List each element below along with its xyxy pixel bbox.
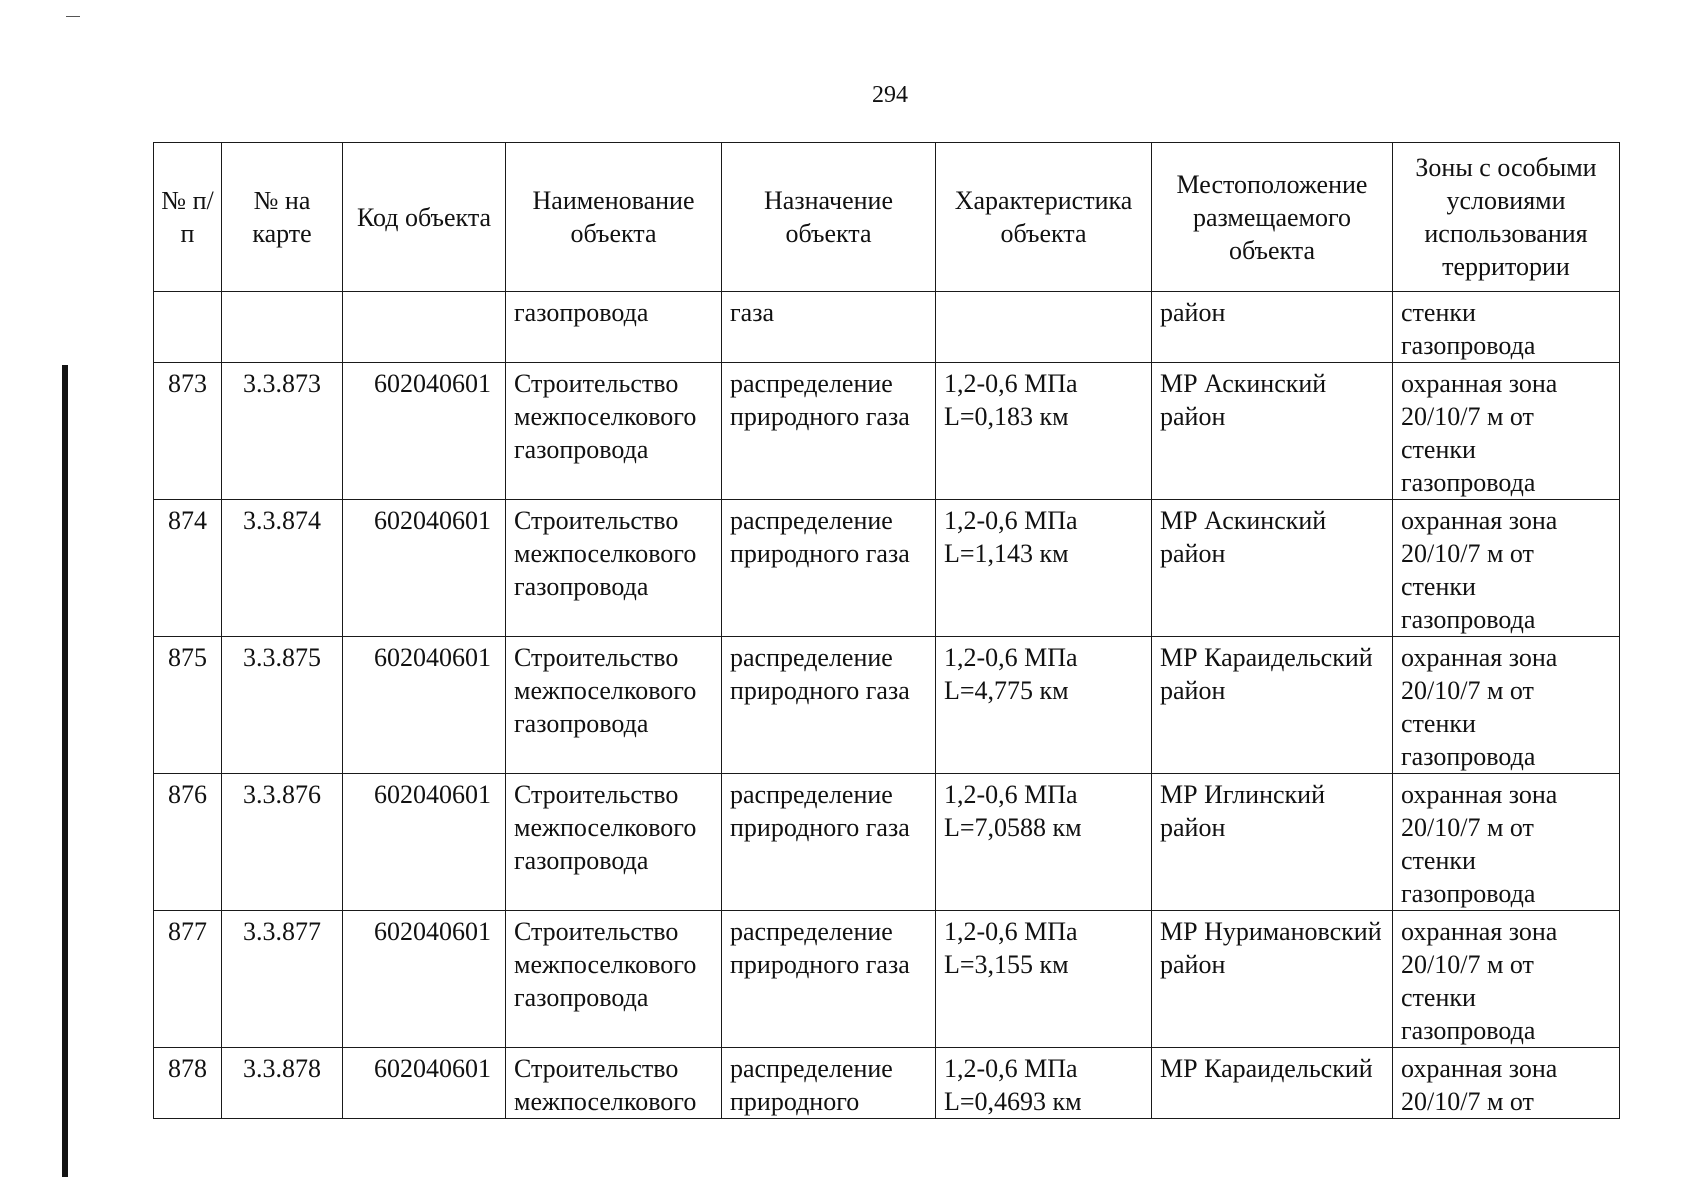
cell-location: МР Караидельский xyxy=(1152,1048,1393,1119)
cell-code xyxy=(343,292,506,363)
cell-map xyxy=(222,292,343,363)
cell-location: МР Аскинский район xyxy=(1152,500,1393,637)
header-cell: № на карте xyxy=(222,143,343,292)
header-cell: Характеристика объекта xyxy=(936,143,1152,292)
cell-code: 602040601 xyxy=(343,911,506,1048)
objects-table xyxy=(153,142,1620,1119)
cell-name: Строительство межпоселкового газопровода xyxy=(506,363,722,500)
cell-zone: охранная зона 20/10/7 м от стенки газопровода xyxy=(1393,363,1620,500)
length-text: L=4,775 км xyxy=(944,676,1069,705)
cell-map: 3.3.875 xyxy=(222,637,343,774)
header-cell: Зоны с особыми условиями использования территории xyxy=(1393,143,1620,292)
cell-zone: охранная зона 20/10/7 м от стенки газопровода xyxy=(1393,637,1620,774)
cell-purpose: распределение природного газа xyxy=(722,911,936,1048)
table-row xyxy=(154,911,1620,1048)
cell-characteristic xyxy=(936,774,1152,911)
cell-characteristic xyxy=(936,363,1152,500)
length-text: L=1,143 км xyxy=(944,539,1069,568)
cell-name: газопровода xyxy=(506,292,722,363)
scan-mark xyxy=(66,16,80,17)
header-cell: Код объекта xyxy=(343,143,506,292)
table-row-continuation xyxy=(154,292,1620,363)
header-cell: № п/п xyxy=(154,143,222,292)
length-text: L=3,155 км xyxy=(944,950,1069,979)
cell-location: район xyxy=(1152,292,1393,363)
cell-purpose: распределение природного газа xyxy=(722,500,936,637)
cell-characteristic xyxy=(936,637,1152,774)
cell-map: 3.3.876 xyxy=(222,774,343,911)
cell-num: 877 xyxy=(154,911,222,1048)
cell-name: Строительство межпоселкового газопровода xyxy=(506,637,722,774)
cell-code: 602040601 xyxy=(343,637,506,774)
table-row xyxy=(154,500,1620,637)
table-row xyxy=(154,363,1620,500)
cell-num xyxy=(154,292,222,363)
cell-location: МР Иглинский район xyxy=(1152,774,1393,911)
cell-zone: охранная зона 20/10/7 м от стенки газопровода xyxy=(1393,500,1620,637)
cell-characteristic xyxy=(936,500,1152,637)
length-text: L=0,4693 км xyxy=(944,1087,1082,1116)
pressure-text: 1,2-0,6 МПа xyxy=(944,369,1078,398)
cell-characteristic xyxy=(936,292,1152,363)
cell-purpose: распределение природного газа xyxy=(722,363,936,500)
cell-zone: охранная зона 20/10/7 м от стенки газопровода xyxy=(1393,774,1620,911)
pressure-text: 1,2-0,6 МПа xyxy=(944,917,1078,946)
cell-map: 3.3.874 xyxy=(222,500,343,637)
cell-zone: охранная зона 20/10/7 м от xyxy=(1393,1048,1620,1119)
cell-num: 876 xyxy=(154,774,222,911)
cell-location: МР Аскинский район xyxy=(1152,363,1393,500)
cell-num: 878 xyxy=(154,1048,222,1119)
cell-zone: охранная зона 20/10/7 м от стенки газопровода xyxy=(1393,911,1620,1048)
cell-name: Строительство межпоселкового газопровода xyxy=(506,774,722,911)
page-number: 294 xyxy=(872,82,908,108)
length-text: L=0,183 км xyxy=(944,402,1069,431)
cell-num: 875 xyxy=(154,637,222,774)
cell-name: Строительство межпоселкового газопровода xyxy=(506,500,722,637)
cell-num: 873 xyxy=(154,363,222,500)
cell-code: 602040601 xyxy=(343,774,506,911)
cell-purpose: распределение природного газа xyxy=(722,637,936,774)
cell-purpose: газа xyxy=(722,292,936,363)
pressure-text: 1,2-0,6 МПа xyxy=(944,506,1078,535)
table-row xyxy=(154,637,1620,774)
table-header-row xyxy=(154,143,1620,292)
pressure-text: 1,2-0,6 МПа xyxy=(944,780,1078,809)
cell-code: 602040601 xyxy=(343,1048,506,1119)
table-row xyxy=(154,774,1620,911)
cell-code: 602040601 xyxy=(343,500,506,637)
binding-edge-line xyxy=(62,365,68,1177)
cell-map: 3.3.877 xyxy=(222,911,343,1048)
cell-characteristic xyxy=(936,911,1152,1048)
pressure-text: 1,2-0,6 МПа xyxy=(944,643,1078,672)
cell-purpose: распределение природного xyxy=(722,1048,936,1119)
pressure-text: 1,2-0,6 МПа xyxy=(944,1054,1078,1083)
header-cell: Наименование объекта xyxy=(506,143,722,292)
header-cell: Назначение объекта xyxy=(722,143,936,292)
cell-characteristic xyxy=(936,1048,1152,1119)
header-cell: Местоположение размещаемого объекта xyxy=(1152,143,1393,292)
cell-map: 3.3.873 xyxy=(222,363,343,500)
cell-map: 3.3.878 xyxy=(222,1048,343,1119)
cell-zone: стенки газопровода xyxy=(1393,292,1620,363)
cell-name: Строительство межпоселкового xyxy=(506,1048,722,1119)
cell-location: МР Караидельский район xyxy=(1152,637,1393,774)
cell-code: 602040601 xyxy=(343,363,506,500)
cell-location: МР Нуримановский район xyxy=(1152,911,1393,1048)
length-text: L=7,0588 км xyxy=(944,813,1082,842)
cell-num: 874 xyxy=(154,500,222,637)
table-row xyxy=(154,1048,1620,1119)
cell-purpose: распределение природного газа xyxy=(722,774,936,911)
cell-name: Строительство межпоселкового газопровода xyxy=(506,911,722,1048)
